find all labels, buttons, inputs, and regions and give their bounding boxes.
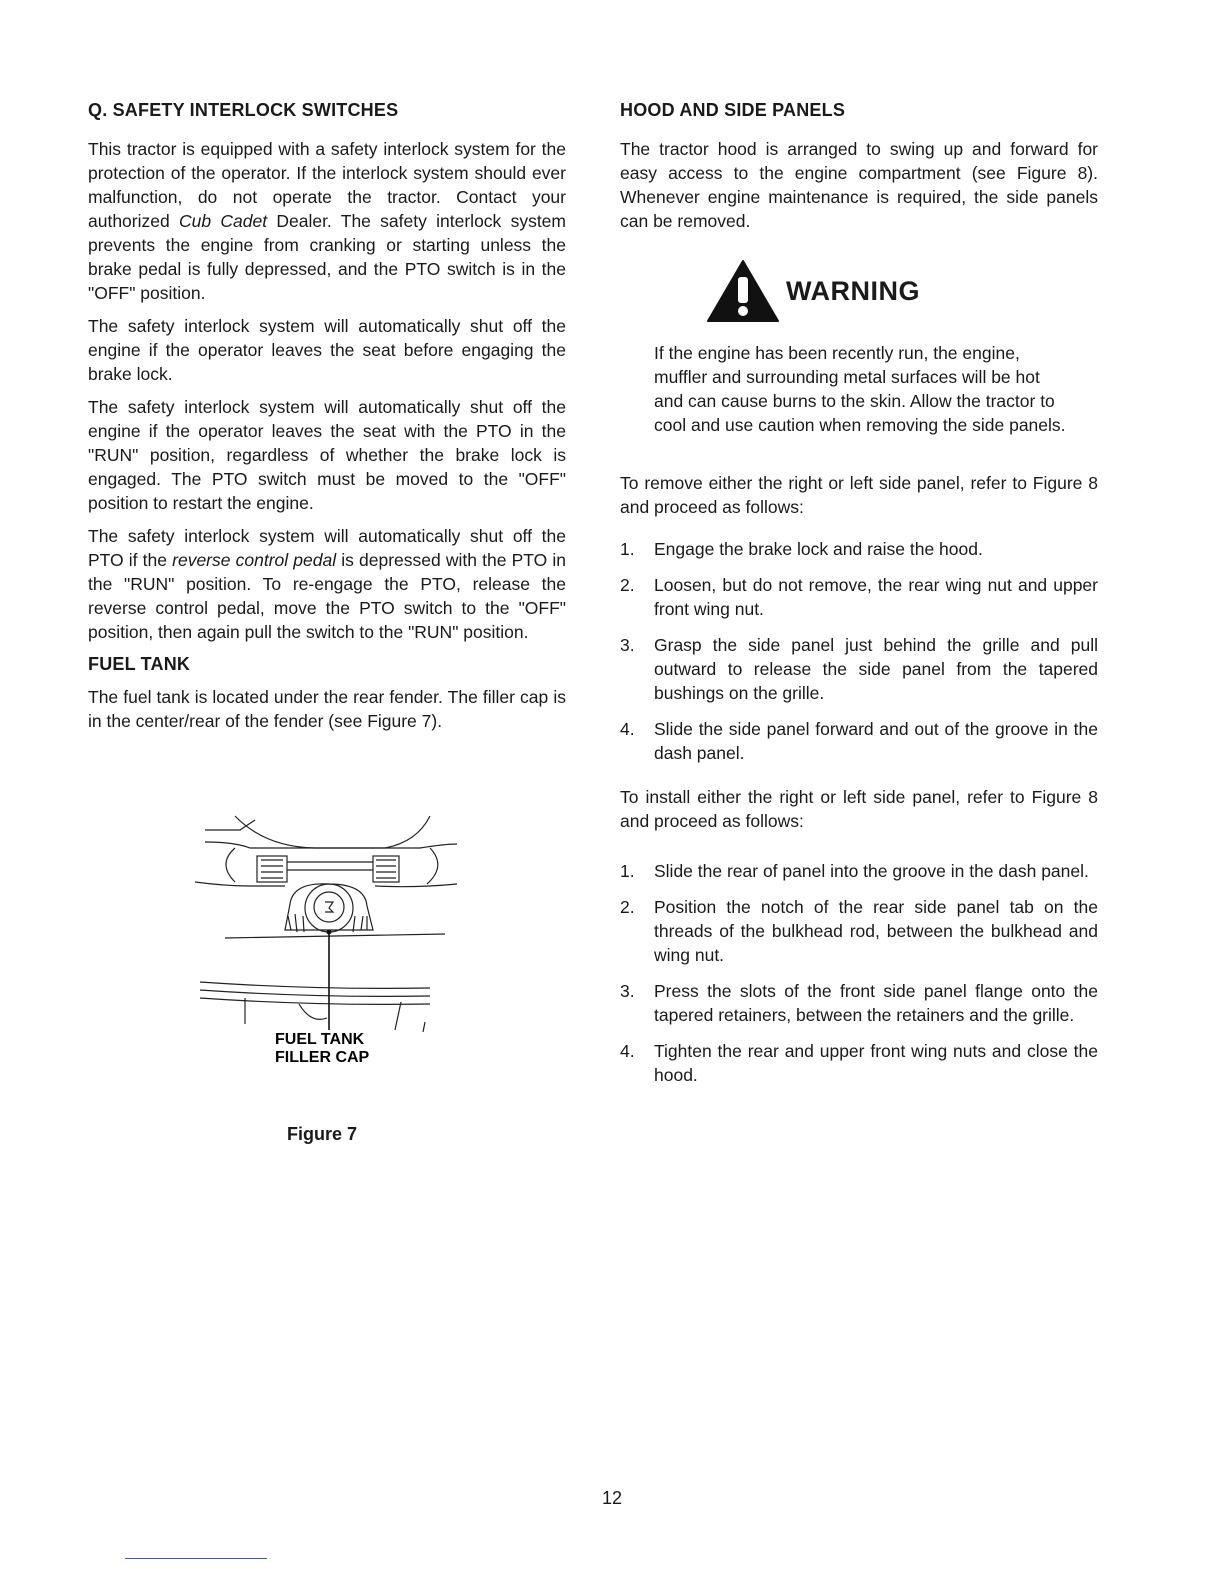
warning-triangle-icon (706, 259, 780, 323)
hood-intro-paragraph: The tractor hood is arranged to swing up and forward for easy access to the engine compartment (see Figure 8). Whenever engine maintenance is required, the side panels can be removed. (620, 139, 1098, 231)
hood-side-panels-heading: HOOD AND SIDE PANELS (620, 100, 846, 120)
list-item: 3. Press the slots of the front side panel flange onto the tapered retainers, between the retainers and the grille. (620, 981, 1098, 1025)
interlock-paragraph-1: This tractor is equipped with a safety interlock system for the protection of the operator. If the interlock system should ever malfunction, do not operate the tractor. Contact your authorized Cub Cadet Dealer. The safety interlock system prevents the engine from cranking or starting unless the brake pedal is fully depressed, and the PTO switch is in the "OFF" position. (88, 139, 566, 303)
warning-text: If the engine has been recently run, the engine, muffler and surrounding metal surfaces will be hot and can cause burns to the skin. Allow the tractor to cool and use caution when removing the side panels. (654, 343, 1066, 435)
figure-7-caption: Figure 7 (287, 1124, 358, 1144)
interlock-paragraph-3: The safety interlock system will automatically shut off the engine if the operator leaves the seat with the PTO in the "RUN" position, regardless of whether the brake lock is engaged. The PTO switch must be moved to the "OFF" position to restart the engine. (88, 397, 566, 513)
list-item: 4. Tighten the rear and upper front wing nuts and close the hood. (620, 1041, 1098, 1085)
fuel-tank-heading: FUEL TANK (88, 654, 191, 674)
list-item: 1. Slide the rear of panel into the groove in the dash panel. (620, 861, 1089, 881)
install-steps-list (620, 859, 1098, 1087)
warning-banner (706, 259, 1098, 323)
list-item: 2. Position the notch of the rear side panel tab on the threads of the bulkhead rod, between the bulkhead and wing nut. (620, 897, 1098, 965)
page-number: 12 (601, 1488, 623, 1508)
fuel-tank-callout-line-1: FUEL TANK (275, 1031, 365, 1048)
fuel-tank-callout-line-2: FILLER CAP (275, 1049, 370, 1066)
remove-steps-list (620, 537, 1098, 765)
interlock-paragraph-2: The safety interlock system will automatically shut off the engine if the operator leaves the seat before engaging the brake lock. (88, 316, 566, 384)
list-item: 2. Loosen, but do not remove, the rear wing nut and upper front wing nut. (620, 575, 1098, 619)
right-column (620, 100, 1098, 1107)
figure-7-fuel-tank-illustration (195, 812, 465, 1072)
list-item: 4. Slide the side panel forward and out of the groove in the dash panel. (620, 719, 1098, 763)
warning-title: WARNING (786, 275, 920, 306)
safety-interlock-heading: Q. SAFETY INTERLOCK SWITCHES (88, 100, 399, 120)
remove-panel-intro: To remove either the right or left side panel, refer to Figure 8 and proceed as follows: (620, 473, 1098, 517)
interlock-paragraph-4: The safety interlock system will automatically shut off the PTO if the reverse control pedal is depressed with the PTO in the "RUN" position. To re-engage the PTO, release the reverse control pedal, move the PTO switch to the "OFF" position, then again pull the switch to the "RUN" position. (88, 526, 566, 642)
left-column (88, 100, 566, 742)
install-panel-intro: To install either the right or left side panel, refer to Figure 8 and proceed as follows: (620, 787, 1098, 831)
list-item: 3. Grasp the side panel just behind the grille and pull outward to release the side panel from the tapered bushings on the grille. (620, 635, 1098, 703)
fuel-tank-paragraph: The fuel tank is located under the rear fender. The filler cap is in the center/rear of the fender (see Figure 7). (88, 687, 566, 731)
list-item: 1. Engage the brake lock and raise the hood. (620, 539, 983, 559)
footer-rule (125, 1558, 267, 1559)
fuel-tank-drawing (195, 812, 465, 1072)
